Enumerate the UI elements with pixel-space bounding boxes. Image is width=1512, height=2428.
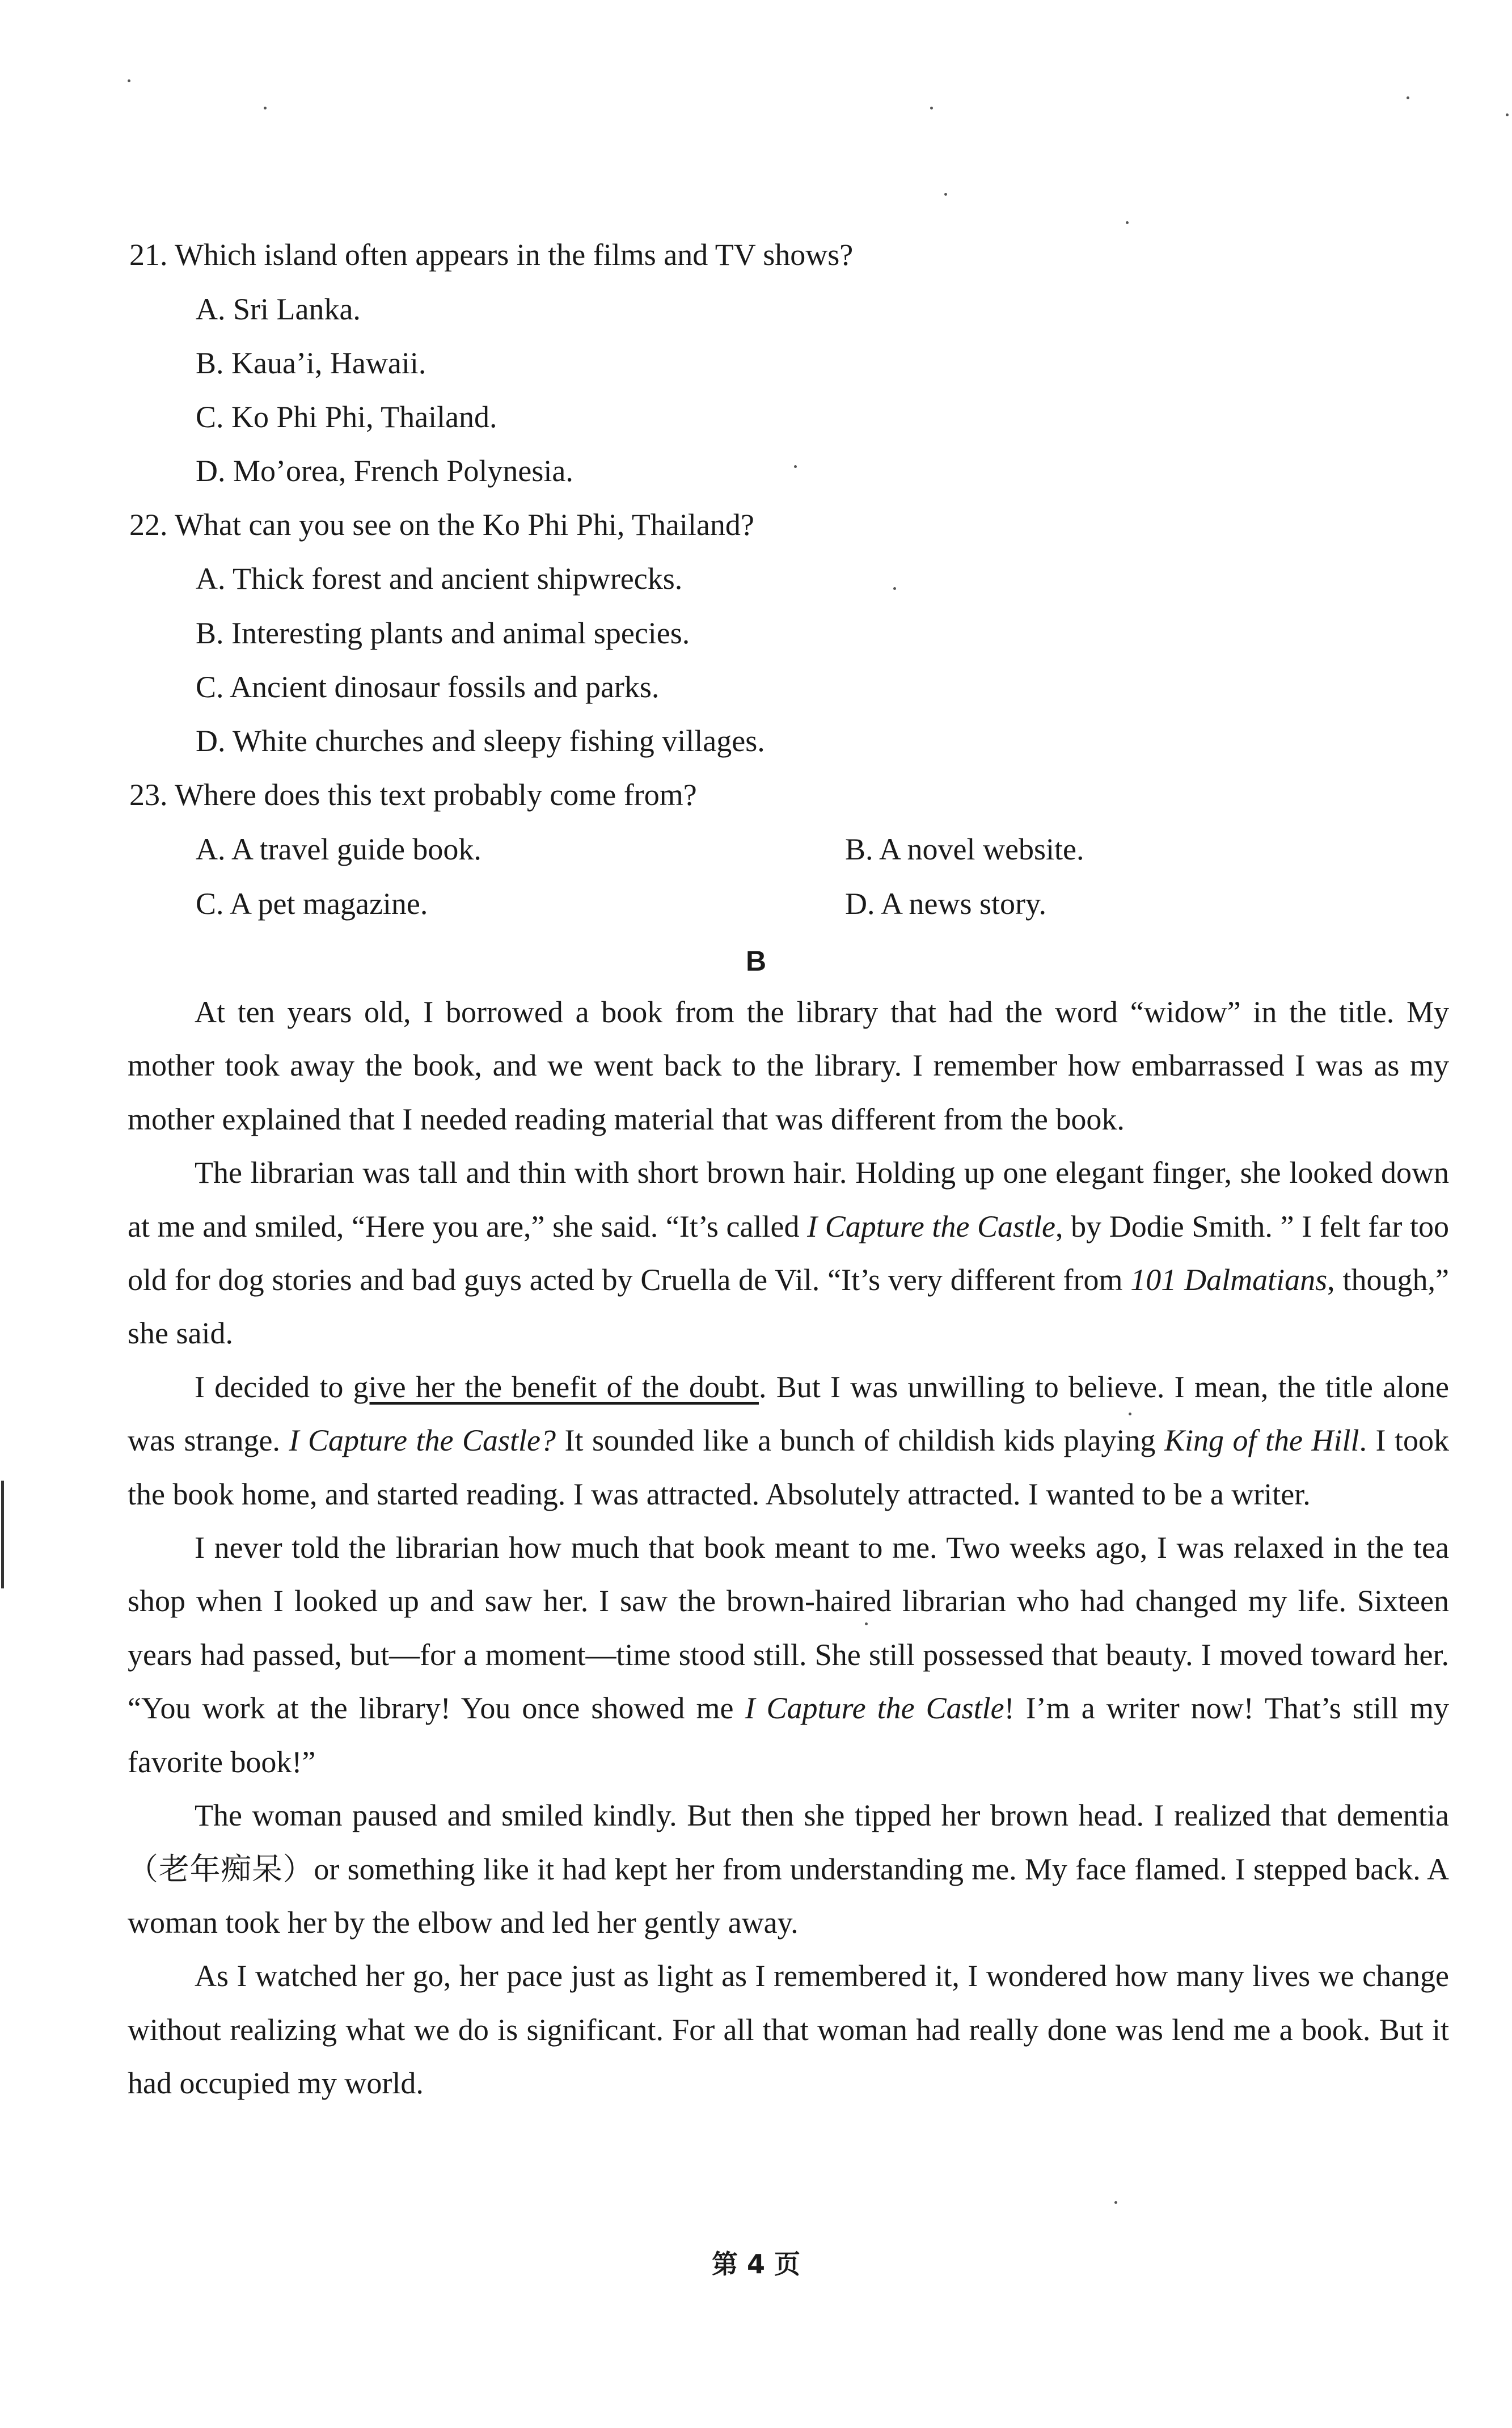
underlined-phrase: give her the benefit of the doubt: [353, 1369, 759, 1404]
passage-text: . I took the book home, and started reading. I was attracted. Absolutely attracted. I wanted to be a writer.: [128, 1423, 1449, 1511]
scan-speck: [944, 193, 947, 196]
scan-speck: [1114, 2201, 1117, 2204]
scan-margin-line: [1, 1481, 4, 1588]
scan-speck: [128, 79, 130, 82]
passage-text: . But I was unwilling to believe. I mean, the title alone was strange.: [128, 1369, 1449, 1458]
question-21-option-a: A. Sri Lanka.: [196, 292, 361, 326]
scan-speck: [1407, 96, 1409, 99]
question-21-option-c: C. Ko Phi Phi, Thailand.: [196, 400, 497, 434]
passage-b: [128, 985, 1449, 2110]
passage-paragraph-2: [128, 1146, 1449, 1360]
passage-text: The librarian was tall and thin with short brown hair. Holding up one elegant finger, she looked down at me and smiled, “Here you are,” she said. “It’s called: [128, 1156, 1449, 1243]
scan-speck: [1126, 221, 1129, 224]
passage-text: I decided to: [195, 1369, 353, 1404]
passage-paragraph-5: The woman paused and smiled kindly. But then she tipped her brown head. I realized that dementia（老年痴呆）or something like it had kept her from understanding me. My face flamed. I stepped back. A woman took her by the elbow and led her gently away.: [128, 1798, 1449, 1940]
page-number: 第 4 页: [711, 2249, 801, 2279]
passage-text: , by Dodie Smith. ” I felt far too old for dog stories and bad guys acted by Cruella de Vil. “It’s very different from: [128, 1209, 1449, 1297]
question-22-option-d: D. White churches and sleepy fishing villages.: [196, 724, 765, 758]
question-23-stem: 23. Where does this text probably come from?: [129, 778, 697, 812]
passage-text: I never told the librarian how much that book meant to me. Two weeks ago, I was relaxed in the tea shop when I looked up and saw her. I saw the brown-haired librarian who had changed my life. Sixteen years had passed, but—for a moment—time stood still. She still possessed that beauty. I moved toward her. “You work at the library! You once showed me: [128, 1531, 1449, 1726]
scan-speck: [794, 465, 797, 468]
game-title: King of the Hill: [1164, 1423, 1359, 1458]
question-22-option-c: C. Ancient dinosaur fossils and parks.: [196, 670, 660, 704]
question-23-option-c: C. A pet magazine.: [196, 887, 428, 921]
passage-paragraph-1: At ten years old, I borrowed a book from the library that had the word “widow” in the title. My mother took away the book, and we went back to the library. I remember how embarrassed I was as my mother explained that I needed reading material that was different from the book.: [128, 995, 1449, 1136]
scan-speck: [264, 107, 267, 109]
passage-paragraph-3: [128, 1360, 1449, 1521]
question-22-stem: 22. What can you see on the Ko Phi Phi, Thailand?: [129, 508, 754, 542]
passage-text: It sounded like a bunch of childish kids playing: [555, 1423, 1164, 1458]
question-21-option-d: D. Mo’orea, French Polynesia.: [196, 454, 573, 488]
question-23-option-a: A. A travel guide book.: [196, 832, 482, 866]
book-title: I Capture the Castle: [807, 1209, 1055, 1243]
section-b-heading: B: [745, 945, 767, 977]
book-title: 101 Dalmatians: [1130, 1263, 1328, 1297]
scan-speck: [893, 587, 896, 590]
question-21-stem: 21. Which island often appears in the films and TV shows?: [129, 238, 854, 272]
book-title: I Capture the Castle: [745, 1691, 1004, 1726]
book-title: I Capture the Castle?: [289, 1423, 556, 1458]
question-22-option-a: A. Thick forest and ancient shipwrecks.: [196, 562, 683, 596]
question-23-option-d: D. A news story.: [845, 887, 1047, 921]
question-23-option-b: B. A novel website.: [845, 832, 1084, 866]
question-22-option-b: B. Interesting plants and animal species.: [196, 616, 690, 650]
passage-paragraph-4: [128, 1521, 1449, 1789]
passage-paragraph-6: As I watched her go, her pace just as light as I remembered it, I wondered how many lives we change without realizing what we do is significant. For all that woman had really done was lend me a book. But it had occupied my world.: [128, 1959, 1449, 2101]
scan-speck: [1506, 113, 1509, 116]
question-21-option-b: B. Kaua’i, Hawaii.: [196, 346, 426, 380]
passage-text: , though,” she said.: [128, 1263, 1449, 1351]
passage-text: ! I’m a writer now! That’s still my favorite book!”: [128, 1691, 1449, 1779]
scan-speck: [930, 107, 933, 109]
